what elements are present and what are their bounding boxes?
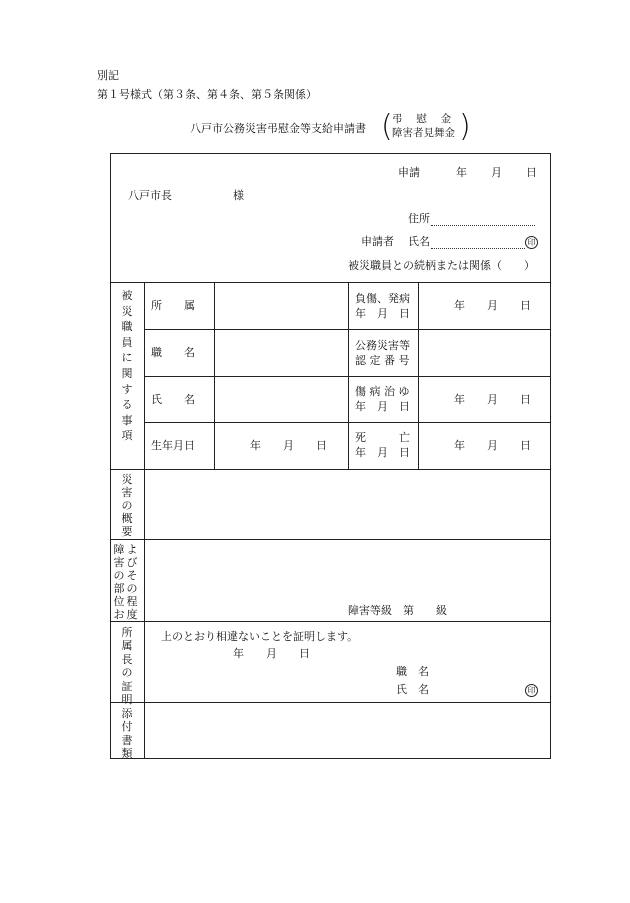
title-option-condolence: 弔 慰 金	[392, 113, 452, 125]
applicant-name-field[interactable]	[431, 248, 525, 249]
certification-number-label-1: 公務災害等	[355, 339, 410, 352]
certification-date[interactable]: 年 月 日	[233, 647, 310, 660]
address-field[interactable]	[431, 225, 535, 226]
title-left-paren: (	[381, 109, 393, 144]
applicant-seal-mark: 印	[525, 236, 538, 249]
employee-name-field[interactable]	[215, 377, 347, 421]
application-year: 年	[456, 166, 467, 179]
supervisor-seal-mark: 印	[525, 684, 538, 697]
position-label: 職 名	[151, 346, 195, 359]
attachments-field[interactable]	[145, 703, 549, 758]
cure-date-label-2: 年 月 日	[355, 400, 410, 413]
appendix-label: 別記	[97, 69, 119, 82]
application-form	[110, 153, 551, 759]
death-date-value[interactable]: 年 月 日	[454, 439, 531, 452]
injury-date-value[interactable]: 年 月 日	[454, 299, 531, 312]
position-field[interactable]	[215, 330, 347, 375]
application-day: 日	[526, 166, 537, 179]
supervisor-position-label: 職 名	[396, 665, 429, 678]
birth-date-label: 生年月日	[151, 439, 195, 452]
applicant-label: 申請者	[361, 235, 394, 248]
relation-label: 被災職員との続柄または関係（ ）	[348, 259, 535, 272]
address-label: 住所	[408, 212, 430, 225]
affiliation-label: 所 属	[151, 299, 195, 312]
supervisor-name-label: 氏 名	[396, 683, 429, 696]
application-month: 月	[491, 166, 502, 179]
birth-date-value[interactable]: 年 月 日	[250, 439, 327, 452]
disaster-summary-field[interactable]	[145, 470, 549, 538]
injury-date-label-2: 年 月 日	[355, 307, 410, 320]
supervisor-certification-label: 所 属 長 の 証 明	[121, 626, 133, 707]
cure-date-label-1: 傷 病 治 ゆ	[355, 385, 410, 398]
title-right-paren: )	[459, 109, 471, 144]
certification-number-field[interactable]	[419, 330, 549, 375]
cure-date-value[interactable]: 年 月 日	[454, 393, 531, 406]
addressee-mayor: 八戸市長	[128, 189, 172, 202]
injury-date-label-1: 負傷、発病	[355, 292, 410, 305]
form-title: 八戸市公務災害弔慰金等支給申請書	[190, 122, 366, 135]
applicant-name-label: 氏名	[408, 235, 430, 248]
employee-section-label: 被 災 職 員 に 関 す る 事 項	[121, 289, 133, 443]
death-date-label-2: 年 月 日	[355, 446, 410, 459]
form-number: 第１号様式（第３条、第４条、第５条関係）	[97, 88, 317, 101]
certification-number-label-2: 認 定 番 号	[355, 354, 410, 367]
death-date-label-1: 死 亡	[355, 431, 410, 444]
name-label: 氏 名	[151, 393, 195, 406]
certification-statement: 上のとおり相違ないことを証明します。	[161, 630, 359, 643]
affiliation-field[interactable]	[215, 283, 347, 328]
disability-label-col2: よ び そ の 程 度	[126, 543, 138, 621]
addressee-honorific: 様	[233, 189, 244, 202]
application-label: 申請	[398, 166, 420, 179]
disaster-summary-label: 災 害 の 概 要	[121, 473, 133, 538]
disability-grade-label[interactable]: 障害等級 第 級	[348, 604, 447, 617]
disability-label-col1: 障 害 の 部 位 お	[113, 543, 125, 621]
title-option-sympathy: 障害者見舞金	[392, 127, 455, 139]
attachments-label: 添 付 書 類	[121, 707, 133, 761]
